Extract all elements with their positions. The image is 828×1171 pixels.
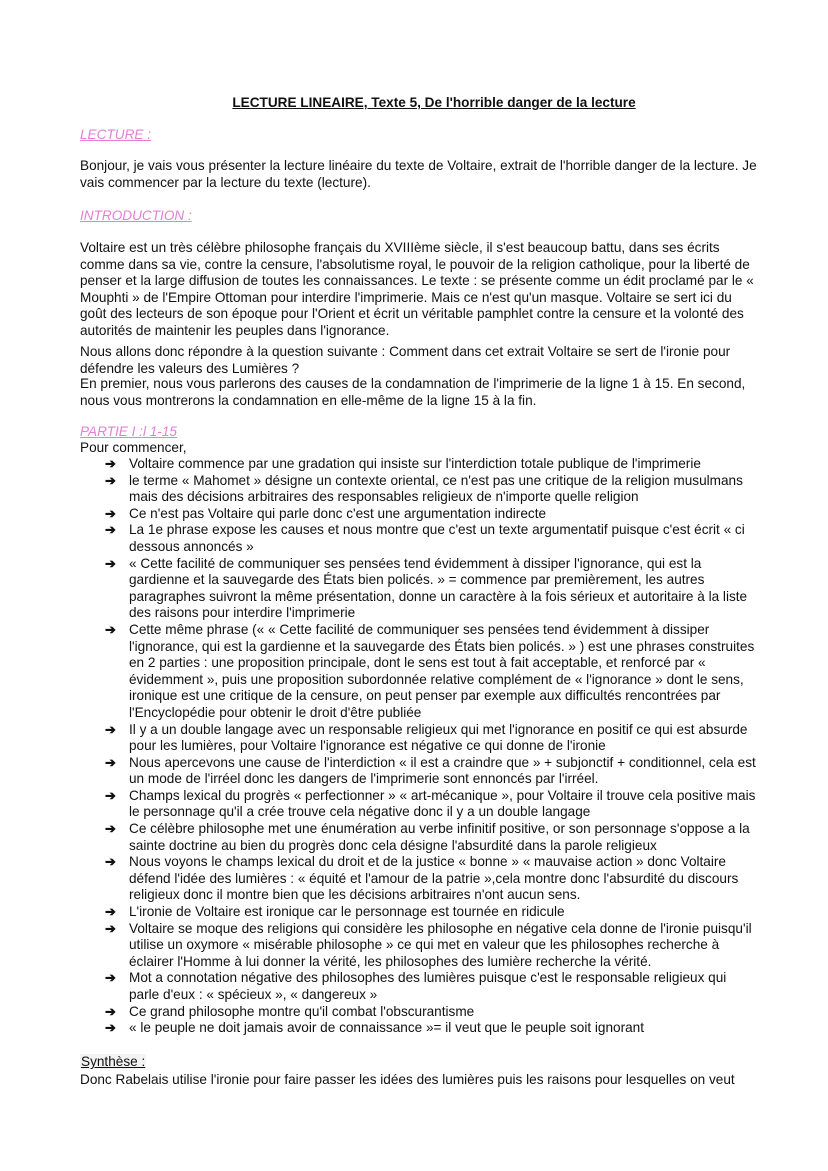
right-arrow-icon: ➔	[105, 754, 116, 770]
list-item-text: L'ironie de Voltaire est ironique car le personnage est tournée en ridicule	[129, 904, 565, 920]
right-arrow-icon: ➔	[105, 854, 116, 870]
list-item-text: Nous voyons le champs lexical du droit et de la justice « bonne » « mauvaise action » donc Voltaire défend l'idée des lumières : « équité et l'amour de la patrie »,cela montre donc l'absurdité du discours religieux donc il montre bien que les décisions arbitraires n'ont aucun sens.	[129, 854, 739, 903]
lecture-heading: LECTURE :	[80, 127, 152, 142]
list-item-text: Il y a un double langage avec un responsable religieux qui met l'ignorance en positif ce qui est absurde pour les lumières, pour Voltaire l'ignorance est négative ce qui donne de l'ironie	[129, 721, 748, 754]
list-item-text: Champs lexical du progrès « perfectionner » « art-mécanique », pour Voltaire il trouve cela positive mais le personnage qu'il a crée trouve cela négative donc il y a un double langage	[129, 787, 756, 820]
right-arrow-icon: ➔	[105, 970, 116, 986]
list-item	[80, 456, 760, 473]
partie1-lead: Pour commencer,	[80, 440, 187, 455]
partie1-heading: PARTIE I :l 1-15	[80, 424, 177, 439]
right-arrow-icon: ➔	[105, 555, 116, 571]
list-item-text: Ce grand philosophe montre qu'il combat l'obscurantisme	[129, 1003, 475, 1019]
right-arrow-icon: ➔	[105, 621, 116, 637]
right-arrow-icon: ➔	[105, 1003, 116, 1019]
right-arrow-icon: ➔	[105, 472, 116, 488]
list-item	[80, 473, 760, 506]
list-item-text: le terme « Mahomet » désigne un contexte oriental, ce n'est pas une critique de la religion musulmans mais des décisions arbitraires des responsables religieux de n'importe quelle religion	[129, 472, 743, 505]
right-arrow-icon: ➔	[105, 821, 116, 837]
introduction-heading: INTRODUCTION :	[80, 208, 192, 223]
right-arrow-icon: ➔	[105, 522, 116, 538]
list-item	[80, 522, 760, 555]
right-arrow-icon: ➔	[105, 505, 116, 521]
right-arrow-icon: ➔	[105, 787, 116, 803]
list-item-text: Ce célèbre philosophe met une énumération au verbe infinitif positive, or son personnage s'oppose a la sainte doctrine au bien du progrès donc cela désigne l'absurdité dans la parole religieux	[129, 821, 750, 853]
list-item-text: Ce n'est pas Voltaire qui parle donc c'est une argumentation indirecte	[129, 505, 547, 521]
right-arrow-icon: ➔	[105, 920, 116, 936]
list-item-text: Voltaire se moque des religions qui considère les philosophe en négative cela donne de l'ironie puisqu'il utilise un oxymore « misérable philosophe » ce qui met en valeur que les philosophes recherche à éclairer l'Homme à lui donner la vérité, les philosophes des lumière recherche la vérité.	[129, 920, 752, 969]
list-item	[80, 1020, 760, 1037]
synthese-paragraph: Donc Rabelais utilise l'ironie pour faire passer les idées des lumières puis les raisons pour lesquelles on veut	[80, 1072, 735, 1087]
introduction-paragraph-1: Voltaire est un très célèbre philosophe français du XVIIIème siècle, il s'est beaucoup battu, dans ses écrits comme dans sa vie, contre la censure, l'absolutisme royal, le pouvoir de la religion catholique, pour la liberté de penser et la large diffusion de toutes les connaissances. Le texte : se présente comme un édit proclamé par le « Mouphti » de l'Empire Ottoman pour interdire l'imprimerie. Mais ce n'est qu'un masque. Voltaire se sert ici du goût des lecteurs de son époque pour l'Orient et écrit un véritable pamphlet contre la censure et la volonté des autorités de maintenir les peuples dans l'ignorance.	[80, 240, 754, 338]
partie1-bullet-list	[80, 456, 760, 1037]
synthese-heading: Synthèse :	[81, 1054, 146, 1069]
list-item-text: Mot a connotation négative des philosophes des lumières puisque c'est le responsable religieux qui parle d'eux : « spécieux », « dangereux »	[129, 970, 727, 1002]
list-item	[80, 722, 760, 755]
right-arrow-icon: ➔	[105, 904, 116, 920]
list-item-text: Nous apercevons une cause de l'interdiction « il est a craindre que » + subjonctif + conditionnel, cela est un mode de l'irréel donc les dangers de l'imprimerie sont ennoncés par l'irréel.	[129, 754, 756, 787]
right-arrow-icon: ➔	[105, 721, 116, 737]
list-item-text: « Cette facilité de communiquer ses pensées tend évidemment à dissiper l'ignorance, qui est la gardienne et la sauvegarde des États bien policés. » = commence par premièrement, les autres paragraphes suivront la même présentation, donne un caractère à la fois sérieux et autoritaire à la liste des raisons pour interdire l'imprimerie	[129, 555, 748, 621]
list-item	[80, 556, 760, 622]
right-arrow-icon: ➔	[105, 1020, 116, 1036]
list-item-text: Voltaire commence par une gradation qui insiste sur l'interdiction totale publique de l'imprimerie	[129, 456, 701, 471]
list-item-text: Cette même phrase (« « Cette facilité de communiquer ses pensées tend évidemment à dissiper l'ignorance, qui est la gardienne et la sauvegarde des États bien policés. » ) est une phrases construites en 2 parties : une proposition principale, dont le sens est tout à fait acceptable, et renforcé par « évidemment », puis une proposition subordonnée relative complément de « l'ignorance » dont le sens, ironique est une critique de la censure, on peut penser par exemple aux difficultés rencontrées par l'Encyclopédie pour obtenir le droit d'être publiée	[129, 621, 755, 720]
list-item-text: « le peuple ne doit jamais avoir de connaissance »= il veut que le peuple soit ignorant	[129, 1020, 645, 1036]
list-item	[80, 904, 760, 921]
list-item	[80, 622, 760, 722]
lecture-paragraph: Bonjour, je vais vous présenter la lecture linéaire du texte de Voltaire, extrait de l'horrible danger de la lecture. Je vais commencer par la lecture du texte (lecture).	[80, 158, 757, 190]
list-item	[80, 788, 760, 821]
list-item	[80, 755, 760, 788]
list-item	[80, 970, 760, 1003]
list-item	[80, 921, 760, 971]
right-arrow-icon: ➔	[105, 456, 116, 471]
document-title: LECTURE LINEAIRE, Texte 5, De l'horrible danger de la lecture	[232, 95, 636, 110]
introduction-paragraph-3: En premier, nous vous parlerons des causes de la condamnation de l'imprimerie de la ligne 1 à 15. En second, nous vous montrerons la condamnation en elle-même de la ligne 15 à la fin.	[80, 376, 746, 408]
list-item-text: La 1e phrase expose les causes et nous montre que c'est un texte argumentatif puisque c'est écrit « ci dessous annoncés »	[129, 522, 745, 554]
list-item	[80, 1004, 760, 1021]
list-item	[80, 821, 760, 854]
list-item	[80, 854, 760, 904]
list-item	[80, 506, 760, 523]
introduction-paragraph-2: Nous allons donc répondre à la question suivante : Comment dans cet extrait Voltaire se sert de l'ironie pour défendre les valeurs des Lumières ?	[80, 344, 731, 376]
